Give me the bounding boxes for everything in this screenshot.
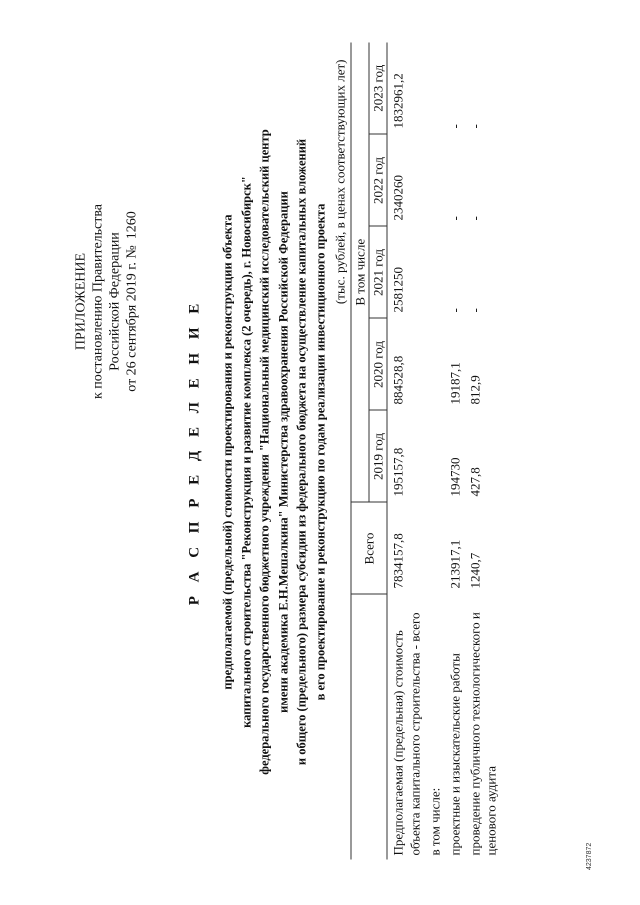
- document-title: Р А С П Р Е Д Е Л Е Н И Е: [186, 298, 203, 606]
- row-year-value: 194730: [447, 457, 463, 497]
- table-row: [466, 43, 502, 860]
- row-year-value: 427,8: [467, 467, 483, 497]
- distribution-table: [351, 43, 502, 860]
- row-total-value: 1240,7: [467, 552, 483, 589]
- document-code: 4237872: [586, 842, 593, 870]
- subtitle-line: и общего (предельного) размера субсидии из федерального бюджета на осуществление капитальных вложений: [294, 138, 309, 766]
- appendix-line-3: [124, 112, 141, 492]
- row-year-value: 884528,8: [390, 355, 406, 405]
- row-year-value: -: [467, 216, 483, 221]
- row-year-value: -: [447, 216, 463, 221]
- header-total: Всего: [351, 503, 387, 595]
- row-total-value: 213917,1: [447, 539, 463, 589]
- row-year-value: 812,9: [467, 375, 483, 405]
- table-row: [387, 43, 426, 860]
- appendix-block: [73, 112, 141, 492]
- row-year-value: -: [467, 308, 483, 313]
- appendix-heading: ПРИЛОЖЕНИЕ: [73, 252, 89, 351]
- row-year-value: 195157,8: [390, 447, 406, 497]
- header-year: 2019 год: [369, 411, 387, 503]
- subtitle-line: в его проектирование и реконструкцию по годам реализации инвестиционного проекта: [313, 203, 327, 701]
- row-label: проведение публичного технологического и ценового аудита: [467, 612, 499, 856]
- subtitle-line: федерального государственного бюджетного учреждения "Национальный медицинский исследовательский центр: [257, 129, 272, 775]
- subtitle-line: имени академика Е.Н.Мешалкина" Министерства здравоохранения Российской Федерации: [276, 191, 290, 713]
- row-year-value: 2581250: [390, 267, 406, 313]
- appendix-line-2: Российской Федерации: [107, 232, 123, 371]
- appendix-date-text: от 26 сентября 2019 г. №: [124, 245, 140, 392]
- table-row: [446, 43, 466, 860]
- row-year-value: -: [447, 124, 463, 129]
- row-label: проектные и изыскательские работы: [447, 653, 463, 856]
- row-year-value: 2340260: [390, 175, 406, 221]
- header-year: 2021 год: [369, 227, 387, 319]
- table-row: [426, 43, 446, 860]
- document-subtitle: [219, 70, 330, 835]
- row-year-value: 19187,1: [447, 362, 463, 405]
- header-year: 2020 год: [369, 319, 387, 411]
- row-label: в том числе:: [427, 787, 443, 856]
- document-sheet: [1, 0, 640, 905]
- subtitle-line: предполагаемой (предельной) стоимости проектирования и реконструкции объекта: [220, 214, 235, 690]
- row-total-value: 7834157,8: [390, 533, 406, 589]
- row-year-value: -: [447, 308, 463, 313]
- units-note: (тыс. рублей, в ценах соответствующих лет): [332, 59, 348, 305]
- subtitle-line: капитального строительства "Реконструкция и развитие комплекса (2 очередь), г. Новосибирск": [239, 176, 253, 728]
- header-year: 2022 год: [369, 135, 387, 227]
- header-group: В том числе: [351, 43, 369, 503]
- row-year-value: 1832961,2: [390, 73, 406, 129]
- appendix-number: 1260: [124, 211, 140, 240]
- appendix-line-1: к постановлению Правительства: [90, 203, 106, 400]
- header-empty-cell: [351, 595, 387, 860]
- row-label: Предполагаемая (предельная) стоимость объекта капитального строительства - всего: [390, 612, 423, 856]
- row-year-value: -: [467, 124, 483, 129]
- header-year: 2023 год: [369, 43, 387, 135]
